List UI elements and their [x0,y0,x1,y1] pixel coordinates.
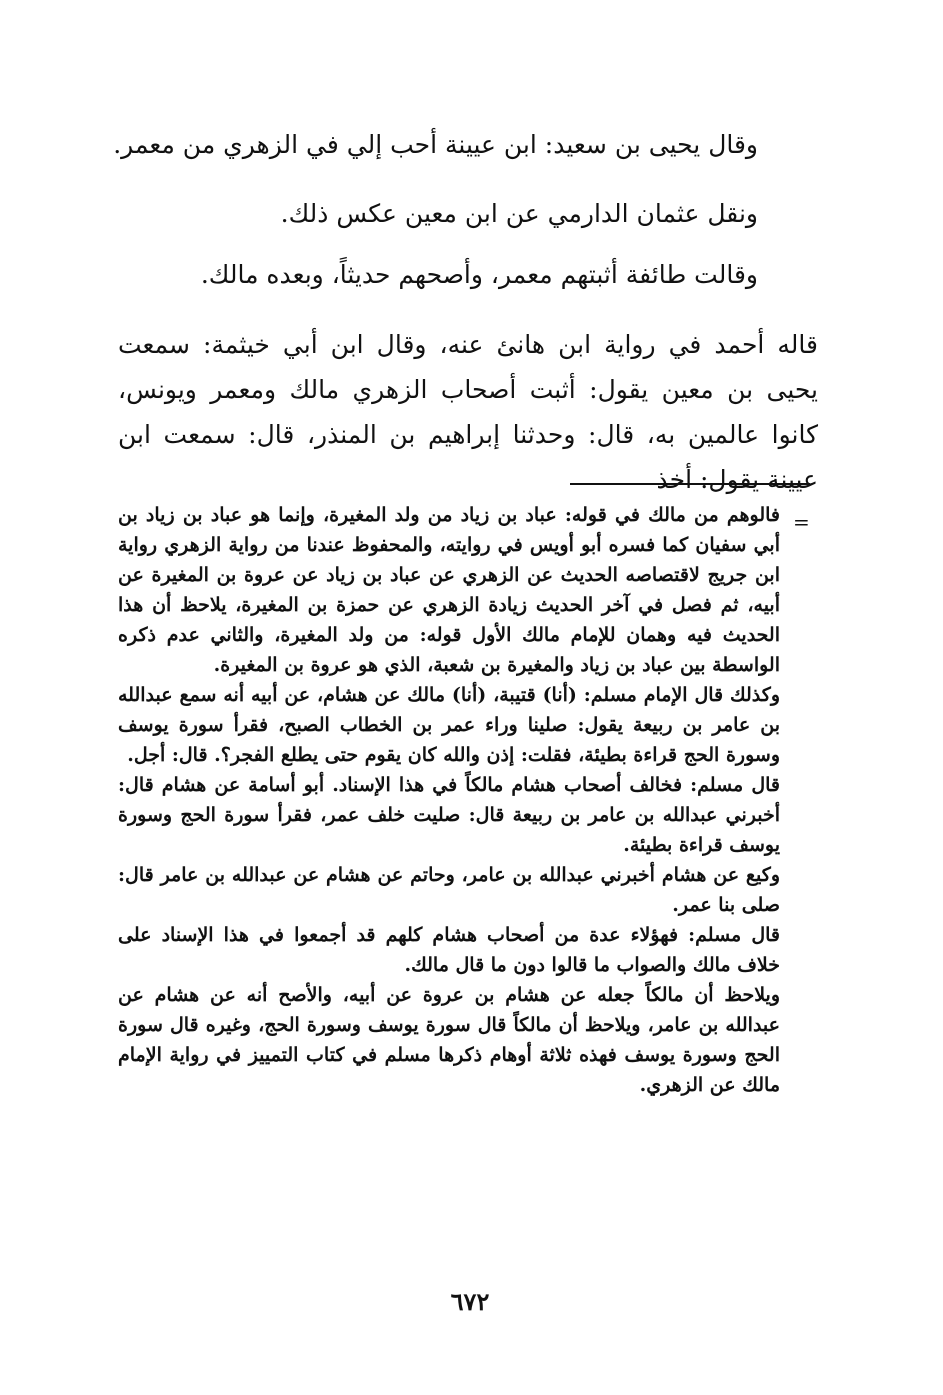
footnote-block [118,500,780,1100]
main-text-line-2: ونقل عثمان الدارمي عن ابن معين عكس ذلك. [280,199,758,228]
footnote-paragraph: قال مسلم: فهؤلاء عدة من أصحاب هشام كلهم قد أجمعوا في هذا الإسناد على خلاف مالك والصواب ما قالوا دون ما قال مالك. [118,924,780,976]
footnote-paragraph: وكذلك قال الإمام مسلم: (أنا) قتيبة، (أنا) مالك عن هشام، عن أبيه أنه سمع عبدالله بن عامر بن ربيعة يقول: صلينا وراء عمر بن الخطاب الصبح، فقرأ سورة يوسف وسورة الحج قراءة بطيئة، فقلت: إذن والله كان يقوم حتى يطلع الفجر؟. قال: أجل. [118,684,780,766]
footnote-separator [570,483,810,485]
footnote-paragraph: ويلاحظ أن مالكاً جعله عن هشام بن عروة عن أبيه، والأصح أنه عن هشام عن عبدالله بن عامر، ويلاحظ أن مالكاً قال سورة يوسف وسورة الحج، وغيره قال سورة الحج وسورة يوسف فهذه ثلاثة أوهام ذكرها مسلم في كتاب التمييز في رواية الإمام مالك عن الزهري. [118,984,780,1096]
main-text-paragraph: قاله أحمد في رواية ابن هانئ عنه، وقال ابن أبي خيثمة: سمعت يحيى بن معين يقول: أثبت أصحاب الزهري مالك ومعمر ويونس، كانوا عالمين به، قال: وحدثنا إبراهيم بن المنذر، قال: سمعت ابن عيينة يقول: أخذ [118,330,818,494]
page-number: ٦٧٢ [450,1287,490,1316]
footnote-paragraph: فالوهم من مالك في قوله: عباد بن زياد من ولد المغيرة، وإنما هو عباد بن زياد بن أبي سفيان كما فسره أبو أويس في روايته، والمحفوظ عندنا من رواية الزهري رواية ابن جريج لاقتصاصه الحديث عن الزهري عن عباد بن زياد عن عروة بن المغيرة عن أبيه، ثم فصل في آخر الحديث زيادة الزهري عن حمزة بن المغيرة، يلاحظ أن هذا الحديث فيه وهمان للإمام مالك الأول قوله: من ولد المغيرة، والثاني عدم ذكره الواسطة بين عباد بن زياد والمغيرة بن شعبة، الذي هو عروة بن المغيرة. [118,504,780,676]
main-text-line-3: وقالت طائفة أثبتهم معمر، وأصحهم حديثاً، وبعده مالك. [200,260,758,289]
footnote-paragraph: وكيع عن هشام أخبرني عبدالله بن عامر، وحاتم عن هشام عن عبدالله بن عامر قال: صلى بنا عمر. [118,864,780,916]
footnote-continuation-mark: = [793,510,810,534]
footnote-paragraph: قال مسلم: فخالف أصحاب هشام مالكاً في هذا الإسناد. أبو أسامة عن هشام قال: أخبرني عبدالله بن عامر بن ربيعة قال: صليت خلف عمر، فقرأ سورة الحج وسورة يوسف قراءة بطيئة. [118,774,780,856]
main-text-line-1: وقال يحيى بن سعيد: ابن عيينة أحب إلي في الزهري من معمر. [113,130,758,159]
